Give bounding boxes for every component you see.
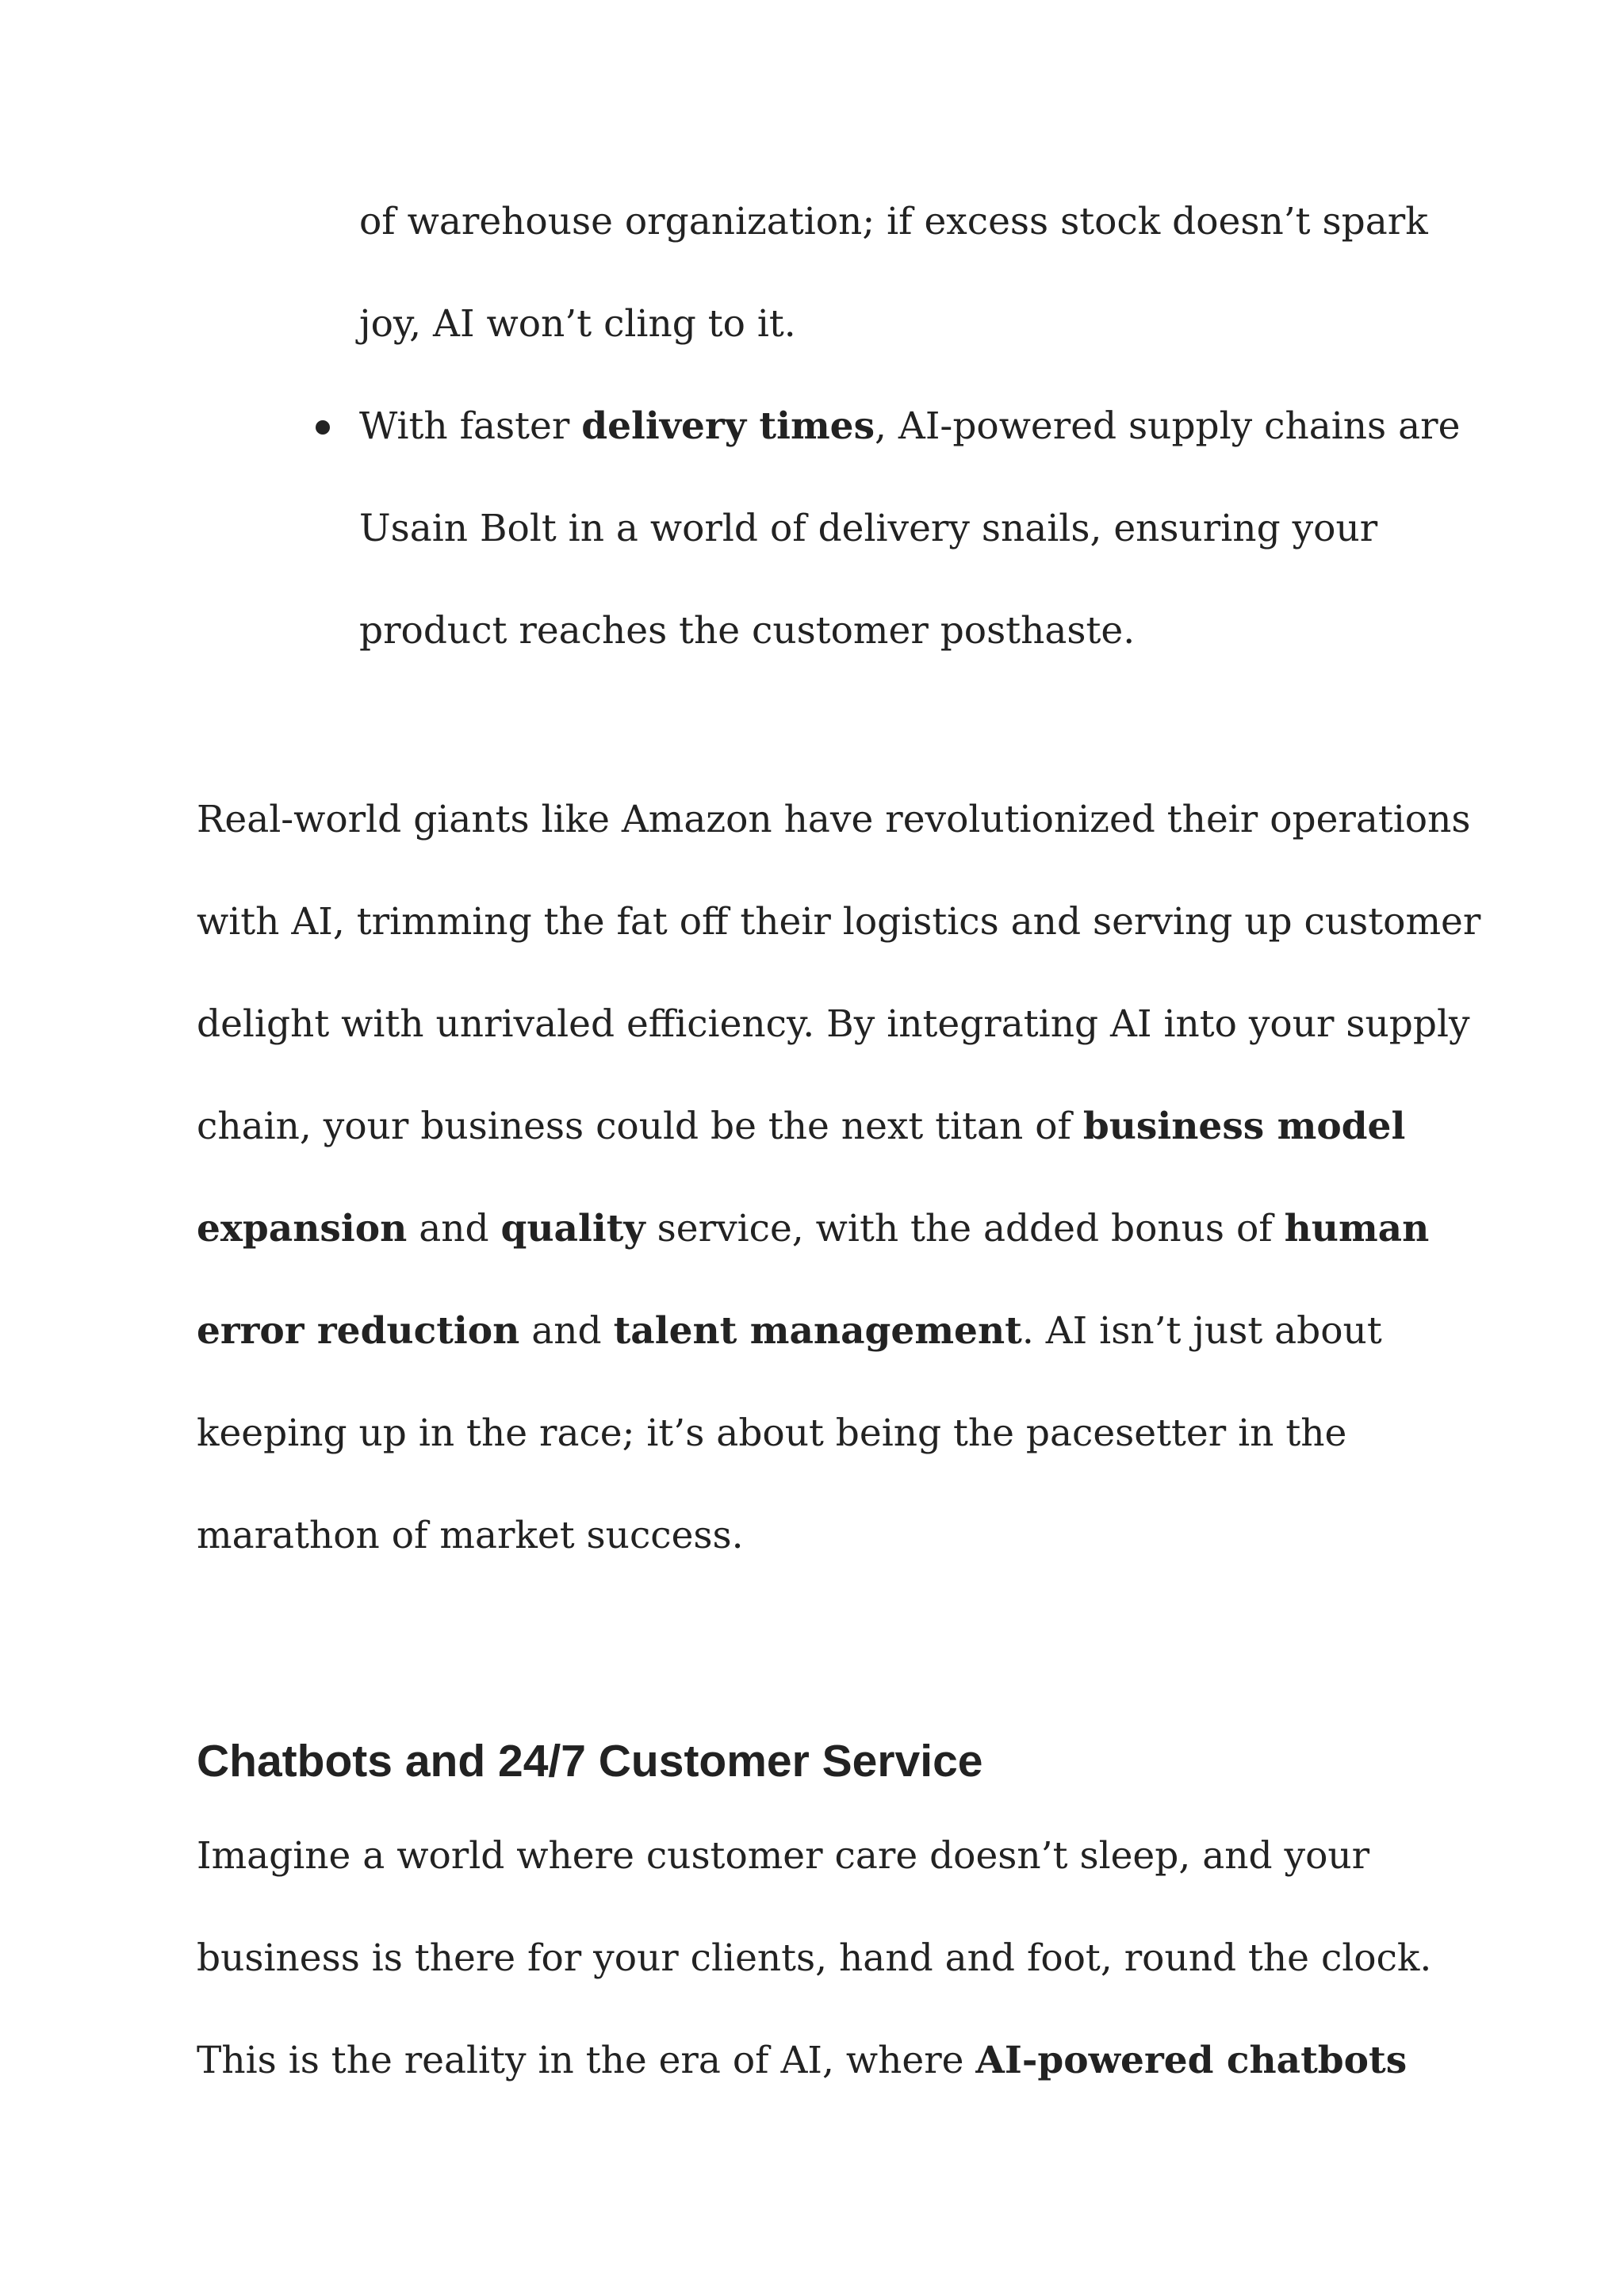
bullet-dot-icon bbox=[316, 420, 330, 435]
section-heading: Chatbots and 24/7 Customer Service bbox=[197, 1736, 983, 1787]
section-paragraph-line-2: business is there for your clients, hand and foot, round the clock. bbox=[197, 1936, 1432, 1980]
paragraph-line-5 bbox=[197, 1205, 1429, 1253]
bold-term-error-reduction: error reduction bbox=[197, 1309, 520, 1353]
paragraph-line-6 bbox=[197, 1308, 1382, 1355]
bold-term-talent-management: talent management bbox=[613, 1309, 1022, 1353]
text-run: This is the reality in the era of AI, where bbox=[197, 2039, 976, 2082]
paragraph-line-7: keeping up in the race; it’s about being the pacesetter in the bbox=[197, 1411, 1347, 1455]
section-paragraph-line-3 bbox=[197, 2037, 1407, 2085]
bold-term-ai-powered-chatbots: AI-powered chatbots bbox=[975, 2039, 1408, 2082]
text-run: and bbox=[407, 1207, 501, 1250]
bold-term-business-model: business model bbox=[1082, 1105, 1406, 1148]
bold-term-expansion: expansion bbox=[197, 1207, 408, 1250]
text-run: chain, your business could be the next titan of bbox=[197, 1105, 1083, 1148]
bullet-item-line-3: product reaches the customer posthaste. bbox=[359, 609, 1136, 653]
bold-term-quality: quality bbox=[500, 1207, 645, 1250]
paragraph-line-4 bbox=[197, 1103, 1405, 1151]
paragraph-line-2: with AI, trimming the fat off their logistics and serving up customer bbox=[197, 900, 1481, 944]
paragraph-line-8: marathon of market success. bbox=[197, 1514, 744, 1557]
text-run: . AI isn’t just about bbox=[1021, 1309, 1382, 1353]
text-run: and bbox=[519, 1309, 614, 1353]
bullet-item-line-1 bbox=[359, 403, 1460, 450]
bullet-item-line-2: Usain Bolt in a world of delivery snails, ensuring your bbox=[359, 507, 1378, 550]
text-run: service, with the added bonus of bbox=[645, 1207, 1285, 1250]
text-run: , AI-powered supply chains are bbox=[875, 404, 1461, 448]
text-run: With faster bbox=[359, 404, 582, 448]
paragraph-line-3: delight with unrivaled efficiency. By integrating AI into your supply bbox=[197, 1002, 1470, 1046]
bold-term-human: human bbox=[1284, 1207, 1430, 1250]
paragraph-line-1: Real-world giants like Amazon have revolutionized their operations bbox=[197, 798, 1471, 841]
bullet-continuation-line-1: of warehouse organization; if excess stock doesn’t spark bbox=[359, 200, 1428, 243]
section-paragraph-line-1: Imagine a world where customer care doesn’t sleep, and your bbox=[197, 1834, 1370, 1878]
bullet-continuation-line-2: joy, AI won’t cling to it. bbox=[359, 302, 796, 346]
bold-term-delivery-times: delivery times bbox=[581, 404, 875, 448]
